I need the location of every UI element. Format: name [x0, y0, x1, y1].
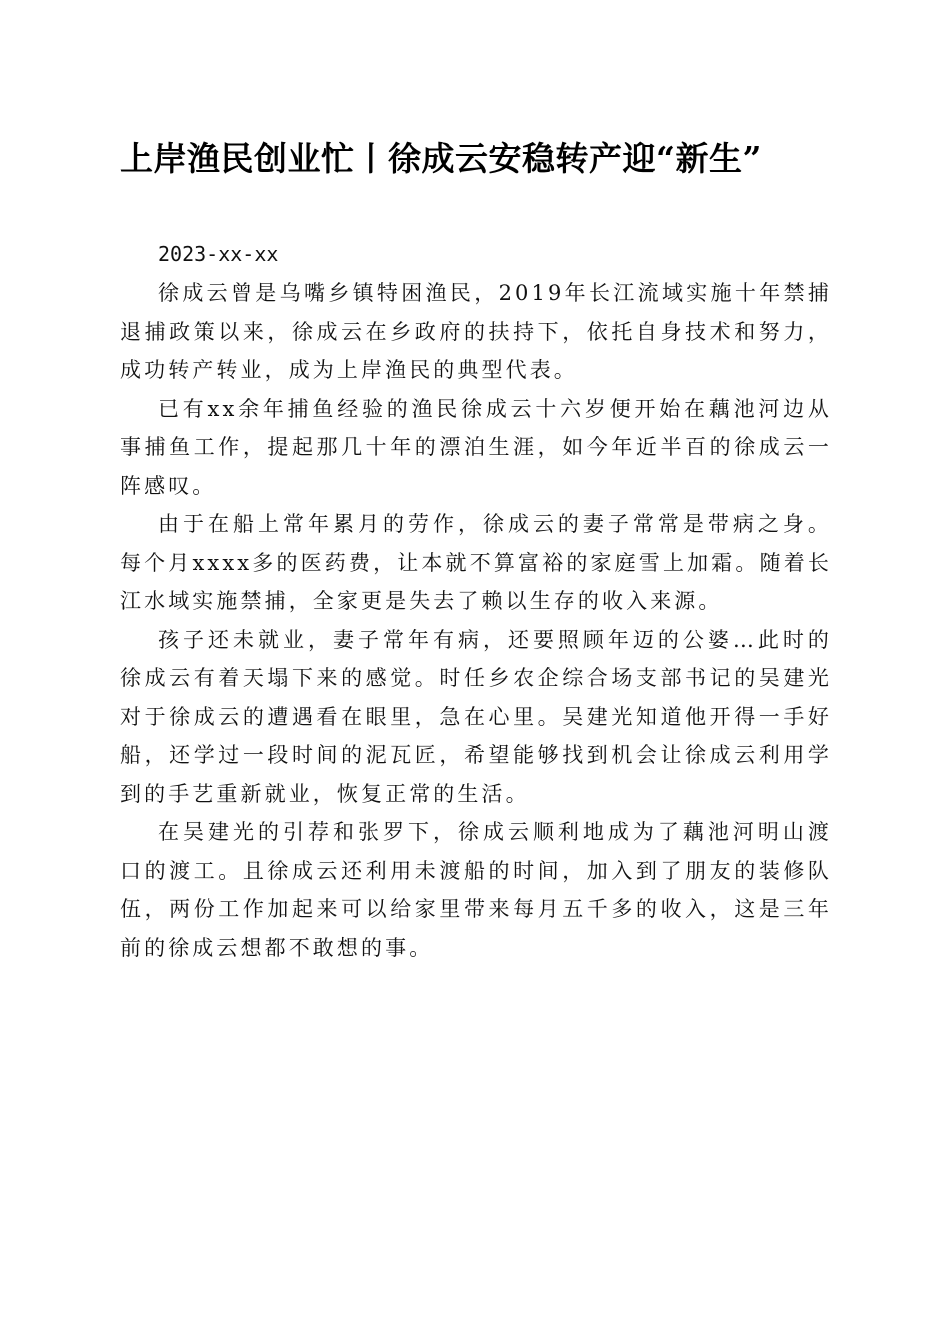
paragraph-4: 孩子还未就业，妻子常年有病，还要照顾年迈的公婆…此时的徐成云有着天塌下来的感觉。时任乡农企综合场支部书记的吴建光对于徐成云的遭遇看在眼里，急在心里。吴建光知道他开得一手好船，还学过一段时间的泥瓦匠，希望能够找到机会让徐成云利用学到的手艺重新就业，恢复正常的生活。 [120, 627, 832, 806]
paragraph-1: 徐成云曾是乌嘴乡镇特困渔民，2019年长江流域实施十年禁捕退捕政策以来，徐成云在乡政府的扶持下，依托自身技术和努力，成功转产转业，成为上岸渔民的典型代表。 [120, 281, 832, 382]
paragraph-5: 在吴建光的引荐和张罗下，徐成云顺利地成为了藕池河明山渡口的渡工。且徐成云还利用未渡船的时间，加入到了朋友的装修队伍，两份工作加起来可以给家里带来每月五千多的收入，这是三年前的徐成云想都不敢想的事。 [120, 820, 832, 960]
paragraph-2: 已有xx余年捕鱼经验的渔民徐成云十六岁便开始在藕池河边从事捕鱼工作，提起那几十年的漂泊生涯，如今年近半百的徐成云一阵感叹。 [120, 396, 832, 498]
publish-date: 2023-xx-xx [158, 242, 279, 266]
document-title: 上岸渔民创业忙丨徐成云安稳转产迎“新生” [120, 139, 762, 178]
document-body [120, 234, 832, 967]
paragraph-3: 由于在船上常年累月的劳作，徐成云的妻子常常是带病之身。每个月xxxx多的医药费，让本就不算富裕的家庭雪上加霜。随着长江水域实施禁捕，全家更是失去了赖以生存的收入来源。 [120, 512, 832, 613]
